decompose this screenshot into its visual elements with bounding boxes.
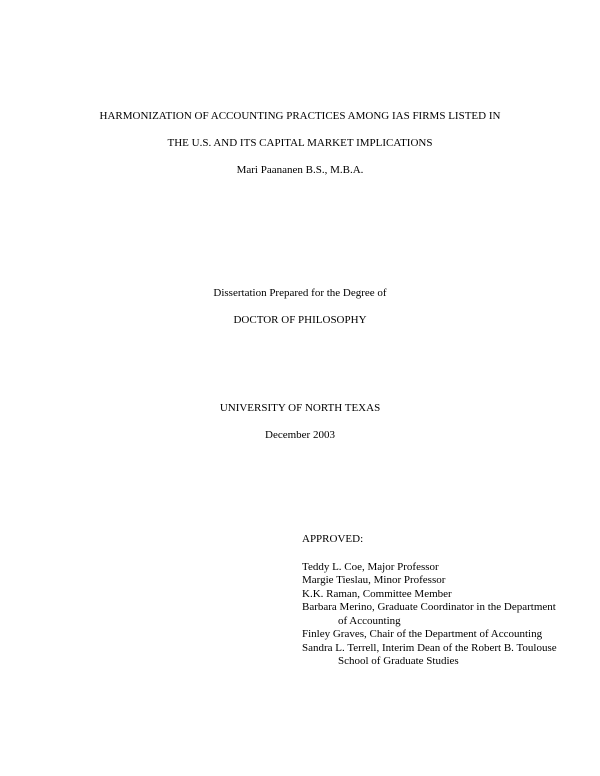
title-line-1: HARMONIZATION OF ACCOUNTING PRACTICES AMONG IAS FIRMS LISTED IN xyxy=(99,110,501,122)
university: UNIVERSITY OF NORTH TEXAS xyxy=(219,402,381,414)
approval-block xyxy=(302,533,592,669)
committee-member: Teddy L. Coe, Major Professor xyxy=(302,560,439,573)
title-line-2: THE U.S. AND ITS CAPITAL MARKET IMPLICATIONS xyxy=(167,137,433,149)
date: December 2003 xyxy=(265,429,335,441)
committee-member: Sandra L. Terrell, Interim Dean of the Robert B. Toulouse School of Graduate Studies xyxy=(302,641,557,667)
prepared-for-text: Dissertation Prepared for the Degree of xyxy=(213,287,387,299)
committee-member: Margie Tieslau, Minor Professor xyxy=(302,574,446,586)
committee-member: Barbara Merino, Graduate Coordinator in the Department of Accounting xyxy=(302,601,556,627)
author: Mari Paananen B.S., M.B.A. xyxy=(236,164,364,176)
approved-heading: APPROVED: xyxy=(302,533,364,545)
degree: DOCTOR OF PHILOSOPHY xyxy=(233,314,367,326)
committee-member: Finley Graves, Chair of the Department of Accounting xyxy=(302,628,543,640)
committee-member: K.K. Raman, Committee Member xyxy=(302,587,452,600)
